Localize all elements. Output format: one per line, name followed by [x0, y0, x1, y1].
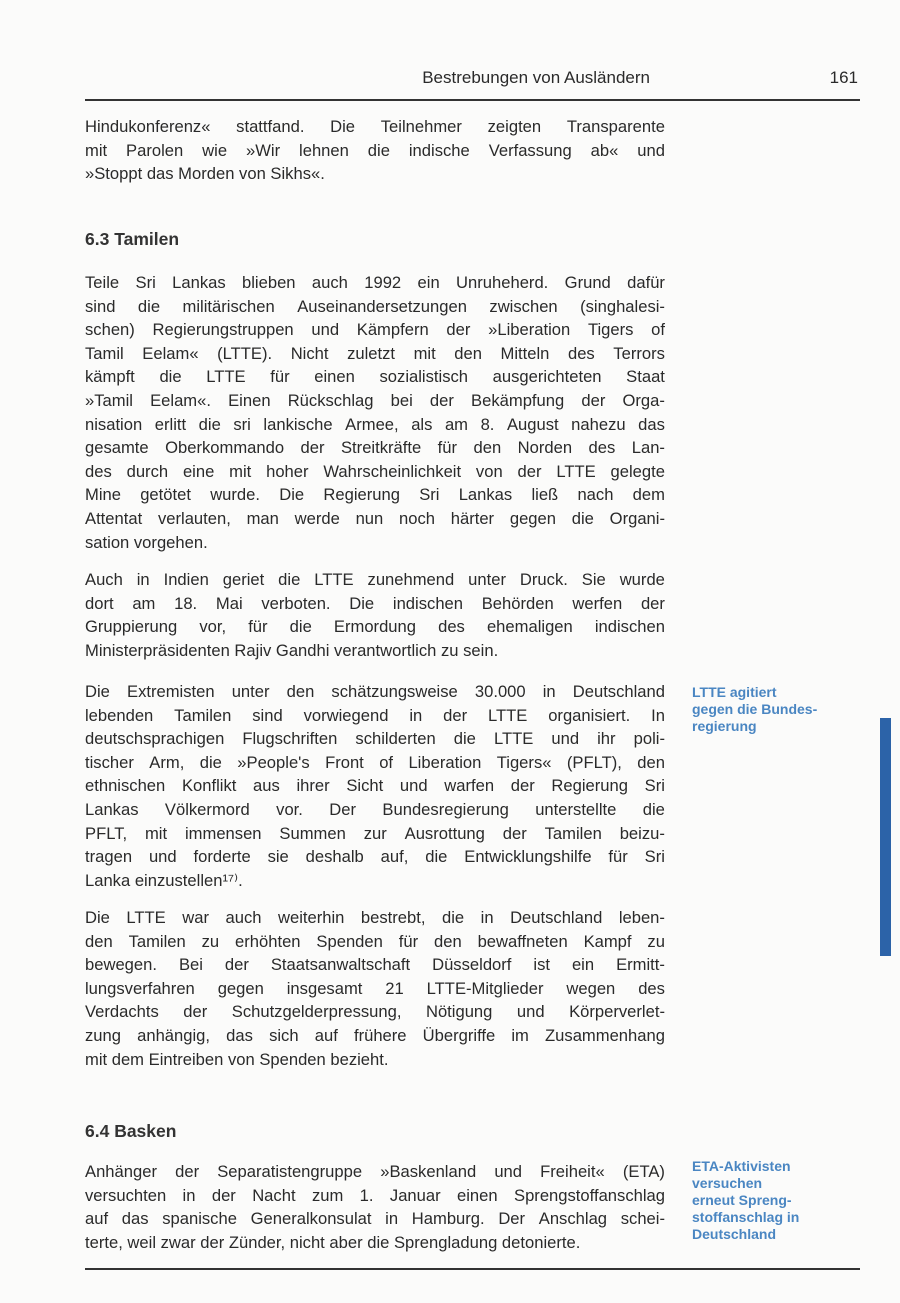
text-line: Mine getötet wurde. Die Regierung Sri Lankas ließ nach dem	[85, 485, 665, 505]
text-line: »Tamil Eelam«. Einen Rückschlag bei der Bekämpfung der Orga-	[85, 390, 665, 410]
text-line: Hindukonferenz« stattfand. Die Teilnehmer zeigten Transparente	[85, 117, 665, 136]
margin-note-line: versuchen	[692, 1175, 763, 1191]
text-line: Teile Sri Lankas blieben auch 1992 ein Unruheherd. Grund dafür	[85, 273, 665, 292]
margin-note-line: erneut Spreng-	[692, 1192, 792, 1208]
text-line: kämpft die LTTE für einen sozialistisch ausgerichteten Staat	[85, 367, 665, 387]
text-line: des durch eine mit hoher Wahrscheinlichkeit von der LTTE gelegte	[85, 461, 665, 481]
text-line: Lankas Völkermord vor. Der Bundesregierung unterstellte die	[85, 799, 665, 819]
margin-note-line: stoffanschlag in	[692, 1209, 800, 1225]
text-line: sind die militärischen Auseinandersetzungen zwischen (singhalesi-	[85, 296, 665, 316]
text-line: Gruppierung vor, für die Ermordung des ehemaligen indischen	[85, 617, 665, 637]
margin-note-line: regierung	[692, 718, 757, 734]
margin-note-line: gegen die Bundes-	[692, 701, 818, 717]
text-line: Attentat verlauten, man werde nun noch härter gegen die Organi-	[85, 508, 665, 528]
text-line: »Stoppt das Morden von Sikhs«.	[85, 164, 325, 184]
text-line: versuchten in der Nacht zum 1. Januar einen Sprengstoffanschlag	[85, 1185, 665, 1205]
text-line: tragen und forderte sie deshalb auf, die Entwicklungshilfe für Sri	[85, 847, 665, 867]
section-heading-6-3: 6.3 Tamilen	[85, 229, 180, 249]
text-line: auf das spanische Generalkonsulat in Hamburg. Der Anschlag schei-	[85, 1209, 665, 1229]
text-line: Auch in Indien geriet die LTTE zunehmend unter Druck. Sie wurde	[85, 570, 665, 589]
margin-note-eta	[692, 1158, 862, 1243]
paragraph	[85, 1160, 665, 1254]
text-line: Tamil Eelam« (LTTE). Nicht zuletzt mit den Mitteln des Terrors	[85, 343, 665, 363]
text-line: PFLT, mit immensen Summen zur Ausrottung der Tamilen beizu-	[85, 823, 665, 843]
text-line: Lanka einzustellen¹⁷⁾.	[85, 870, 243, 890]
paragraph	[85, 680, 665, 892]
text-line: schen) Regierungstruppen und Kämpfern der »Liberation Tigers of	[85, 320, 665, 340]
text-line: terte, weil zwar der Zünder, nicht aber die Sprengladung detonierte.	[85, 1232, 581, 1252]
text-line: mit dem Eintreiben von Spenden bezieht.	[85, 1049, 389, 1069]
text-line: lungsverfahren gegen insgesamt 21 LTTE-Mitglieder wegen des	[85, 978, 665, 998]
text-line: Die Extremisten unter den schätzungsweise 30.000 in Deutschland	[85, 682, 665, 701]
header-rule	[85, 99, 860, 101]
page-number: 161	[829, 68, 858, 87]
section-heading-6-4: 6.4 Basken	[85, 1121, 177, 1141]
footer-rule	[85, 1268, 860, 1270]
text-line: mit Parolen wie »Wir lehnen die indische Verfassung ab« und	[85, 140, 665, 160]
text-line: Die LTTE war auch weiterhin bestrebt, die in Deutschland leben-	[85, 908, 665, 927]
paragraph	[85, 906, 665, 1071]
text-line: den Tamilen zu erhöhten Spenden für den bewaffneten Kampf zu	[85, 931, 665, 951]
margin-note-line: Deutschland	[692, 1226, 777, 1242]
text-line: tischer Arm, die »People's Front of Liberation Tigers« (PFLT), den	[85, 752, 665, 772]
text-line: Ministerpräsidenten Rajiv Gandhi verantwortlich zu sein.	[85, 640, 499, 660]
text-line: Anhänger der Separatistengruppe »Baskenland und Freiheit« (ETA)	[85, 1162, 665, 1181]
paragraph	[85, 568, 665, 662]
running-title: Bestrebungen von Ausländern	[422, 68, 650, 87]
margin-note-line: ETA-Aktivisten	[692, 1158, 791, 1174]
paragraph	[85, 271, 665, 554]
text-line: deutschsprachigen Flugschriften schilderten die LTTE und ihr poli-	[85, 729, 665, 749]
text-line: gesamte Oberkommando der Streitkräfte für den Norden des Lan-	[85, 438, 665, 458]
text-line: bewegen. Bei der Staatsanwaltschaft Düsseldorf ist ein Ermitt-	[85, 955, 665, 975]
text-line: lebenden Tamilen sind vorwiegend in der LTTE organisiert. In	[85, 705, 665, 725]
text-line: sation vorgehen.	[85, 532, 208, 552]
marker-bar	[880, 718, 891, 956]
text-line: ethnischen Konflikt aus ihrer Sicht und warfen der Regierung Sri	[85, 776, 665, 796]
text-line: nisation erlitt die sri lankische Armee, als am 8. August nahezu das	[85, 414, 665, 434]
paragraph	[85, 115, 665, 186]
margin-note-ltte	[692, 684, 862, 735]
text-line: Verdachts der Schutzgelderpressung, Nötigung und Körperverlet-	[85, 1002, 665, 1022]
text-line: dort am 18. Mai verboten. Die indischen Behörden werfen der	[85, 593, 665, 613]
text-line: zung anhängig, das sich auf frühere Übergriffe im Zusammenhang	[85, 1025, 665, 1045]
margin-note-line: LTTE agitiert	[692, 684, 777, 700]
